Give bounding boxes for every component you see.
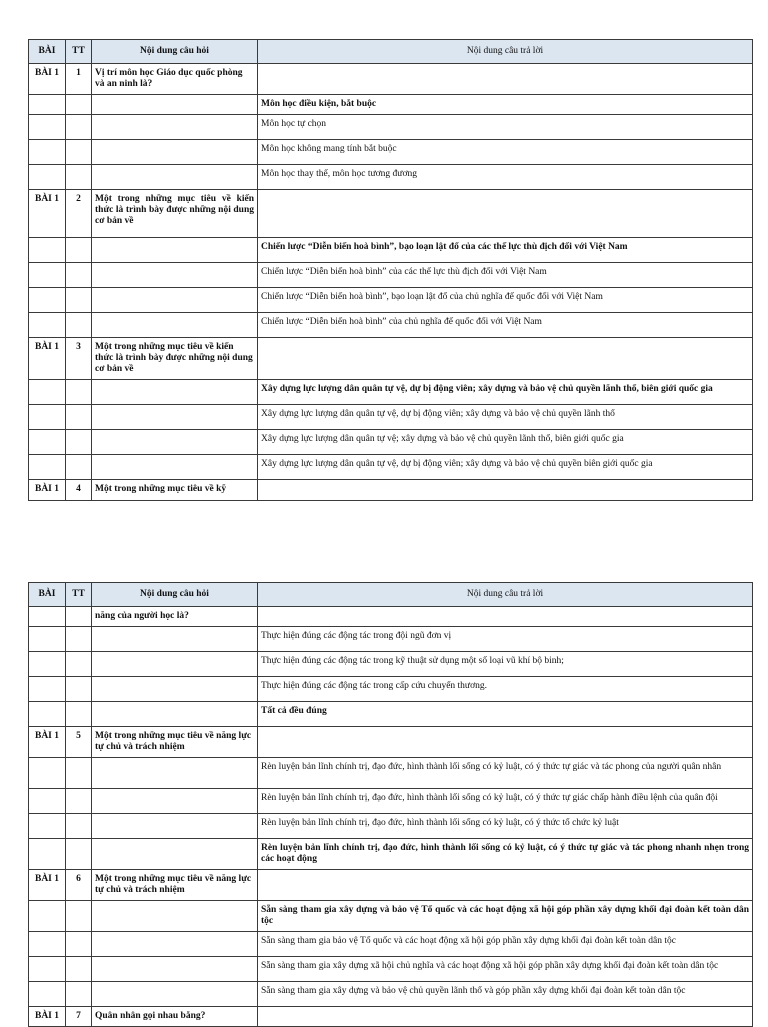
answer-cell-empty — [258, 338, 753, 380]
answer-correct: Rèn luyện bản lĩnh chính trị, đạo đức, hình thành lối sống có kỷ luật, có ý thức tự giác và tác phong nhanh nhẹn trong các hoạt động — [258, 839, 753, 870]
header-bai: BÀI — [29, 40, 66, 64]
header-answer: Nội dung câu trả lời — [258, 40, 753, 64]
question-text: Một trong những mục tiêu về kỹ — [92, 480, 258, 501]
tt-cell: 6 — [66, 870, 92, 901]
answer-option: Xây dựng lực lượng dân quân tự vệ, dự bị động viên; xây dựng và bảo vệ chủ quyền lãnh thổ — [258, 405, 753, 430]
header-tt: TT — [66, 40, 92, 64]
qa-table-2 — [28, 582, 753, 1027]
answer-option: Thực hiện đúng các động tác trong cấp cứu chuyển thương. — [258, 677, 753, 702]
answer-row — [29, 430, 753, 455]
answer-row — [29, 115, 753, 140]
tt-cell: 2 — [66, 190, 92, 238]
tt-cell: 5 — [66, 727, 92, 758]
question-row — [29, 338, 753, 380]
header-question: Nội dung câu hỏi — [92, 40, 258, 64]
question-row — [29, 727, 753, 758]
answer-option: Sẵn sàng tham gia xây dựng xã hội chủ nghĩa và các hoạt động xã hội góp phần xây dựng khối đại đoàn kết toàn dân tộc — [258, 957, 753, 982]
question-text: Một trong những mục tiêu về kiến thức là trình bày được những nội dung cơ bản về — [92, 338, 258, 380]
answer-option: Thực hiện đúng các động tác trong kỹ thuật sử dụng một số loại vũ khí bộ binh; — [258, 652, 753, 677]
tt-cell: 1 — [66, 64, 92, 95]
question-row — [29, 607, 753, 627]
answer-row — [29, 313, 753, 338]
answer-option: Xây dựng lực lượng dân quân tự vệ; xây dựng và bảo vệ chủ quyền lãnh thổ, biên giới quốc gia — [258, 430, 753, 455]
answer-row — [29, 263, 753, 288]
bai-cell: BÀI 1 — [29, 480, 66, 501]
answer-option: Chiến lược “Diễn biến hoà bình” của các thế lực thù địch đối với Việt Nam — [258, 263, 753, 288]
answer-row — [29, 140, 753, 165]
bai-cell: BÀI 1 — [29, 190, 66, 238]
answer-row — [29, 380, 753, 405]
answer-correct: Sẵn sàng tham gia xây dựng và bảo vệ Tổ quốc và các hoạt động xã hội góp phần xây dựng khối đại đoàn kết toàn dân tộc — [258, 901, 753, 932]
answer-row — [29, 957, 753, 982]
answer-row — [29, 932, 753, 957]
question-row — [29, 480, 753, 501]
answer-cell-empty — [258, 190, 753, 238]
answer-option: Môn học tự chọn — [258, 115, 753, 140]
header-question: Nội dung câu hỏi — [92, 583, 258, 607]
answer-option: Rèn luyện bản lĩnh chính trị, đạo đức, hình thành lối sống có kỷ luật, có ý thức tự giác và tác phong của người quân nhân — [258, 758, 753, 789]
bai-cell: BÀI 1 — [29, 1007, 66, 1027]
answer-row — [29, 839, 753, 870]
answer-row — [29, 652, 753, 677]
question-row — [29, 64, 753, 95]
answer-option: Môn học thay thế, môn học tương đương — [258, 165, 753, 190]
bai-cell: BÀI 1 — [29, 338, 66, 380]
answer-row — [29, 95, 753, 115]
answer-correct: Xây dựng lực lượng dân quân tự vệ, dự bị động viên; xây dựng và bảo vệ chủ quyền lãnh thổ, biên giới quốc gia — [258, 380, 753, 405]
answer-row — [29, 982, 753, 1007]
tt-cell: 7 — [66, 1007, 92, 1027]
answer-row — [29, 405, 753, 430]
answer-correct: Tất cả đều đúng — [258, 702, 753, 727]
answer-option: Sẵn sàng tham gia xây dựng và bảo vệ chủ quyền lãnh thổ và góp phần xây dựng khối đại đoàn kết toàn dân tộc — [258, 982, 753, 1007]
answer-row — [29, 288, 753, 313]
tt-cell: 3 — [66, 338, 92, 380]
answer-row — [29, 627, 753, 652]
answer-option: Thực hiện đúng các động tác trong đội ngũ đơn vị — [258, 627, 753, 652]
answer-option: Môn học không mang tính bắt buộc — [258, 140, 753, 165]
answer-option: Xây dựng lực lượng dân quân tự vệ, dự bị động viên; xây dựng và bảo vệ chủ quyền biên giới quốc gia — [258, 455, 753, 480]
question-text: năng của người học là? — [92, 607, 258, 627]
qa-table-1 — [28, 39, 753, 501]
answer-option: Sẵn sàng tham gia bảo vệ Tổ quốc và các hoạt động xã hội góp phần xây dựng khối đại đoàn kết toàn dân tộc — [258, 932, 753, 957]
table-header-row — [29, 40, 753, 64]
answer-row — [29, 238, 753, 263]
table-header-row — [29, 583, 753, 607]
bai-cell: BÀI 1 — [29, 870, 66, 901]
answer-cell-empty — [258, 64, 753, 95]
question-row — [29, 190, 753, 238]
answer-row — [29, 901, 753, 932]
header-bai: BÀI — [29, 583, 66, 607]
answer-row — [29, 789, 753, 814]
answer-row — [29, 455, 753, 480]
question-text: Vị trí môn học Giáo dục quốc phòng và an ninh là? — [92, 64, 258, 95]
answer-row — [29, 702, 753, 727]
answer-row — [29, 814, 753, 839]
answer-correct: Môn học điều kiện, bắt buộc — [258, 95, 753, 115]
answer-cell-empty — [258, 607, 753, 627]
tt-cell: 4 — [66, 480, 92, 501]
answer-option: Rèn luyện bản lĩnh chính trị, đạo đức, hình thành lối sống có kỷ luật, có ý thức tổ chức kỷ luật — [258, 814, 753, 839]
answer-cell-empty — [258, 870, 753, 901]
question-row — [29, 870, 753, 901]
question-text: Quân nhân gọi nhau bằng? — [92, 1007, 258, 1027]
header-tt: TT — [66, 583, 92, 607]
answer-cell-empty — [258, 727, 753, 758]
answer-cell-empty — [258, 480, 753, 501]
answer-row — [29, 165, 753, 190]
answer-option: Chiến lược “Diễn biến hoà bình” của chủ nghĩa đế quốc đối với Việt Nam — [258, 313, 753, 338]
bai-cell: BÀI 1 — [29, 727, 66, 758]
answer-correct: Chiến lược “Diễn biến hoà bình”, bạo loạn lật đổ của các thế lực thù địch đối với Việt Nam — [258, 238, 753, 263]
question-text: Một trong những mục tiêu về kiến thức là trình bày được những nội dung cơ bản về — [92, 190, 258, 238]
header-answer: Nội dung câu trả lời — [258, 583, 753, 607]
answer-row — [29, 758, 753, 789]
answer-option: Rèn luyện bản lĩnh chính trị, đạo đức, hình thành lối sống có kỷ luật, có ý thức tự giác chấp hành điều lệnh của quân đội — [258, 789, 753, 814]
question-text: Một trong những mục tiêu về năng lực tự chủ và trách nhiệm — [92, 727, 258, 758]
answer-row — [29, 677, 753, 702]
bai-cell: BÀI 1 — [29, 64, 66, 95]
question-text: Một trong những mục tiêu về năng lực tự chủ và trách nhiệm — [92, 870, 258, 901]
answer-option: Chiến lược “Diễn biến hoà bình”, bạo loạn lật đổ của chủ nghĩa đế quốc đối với Việt Nam — [258, 288, 753, 313]
